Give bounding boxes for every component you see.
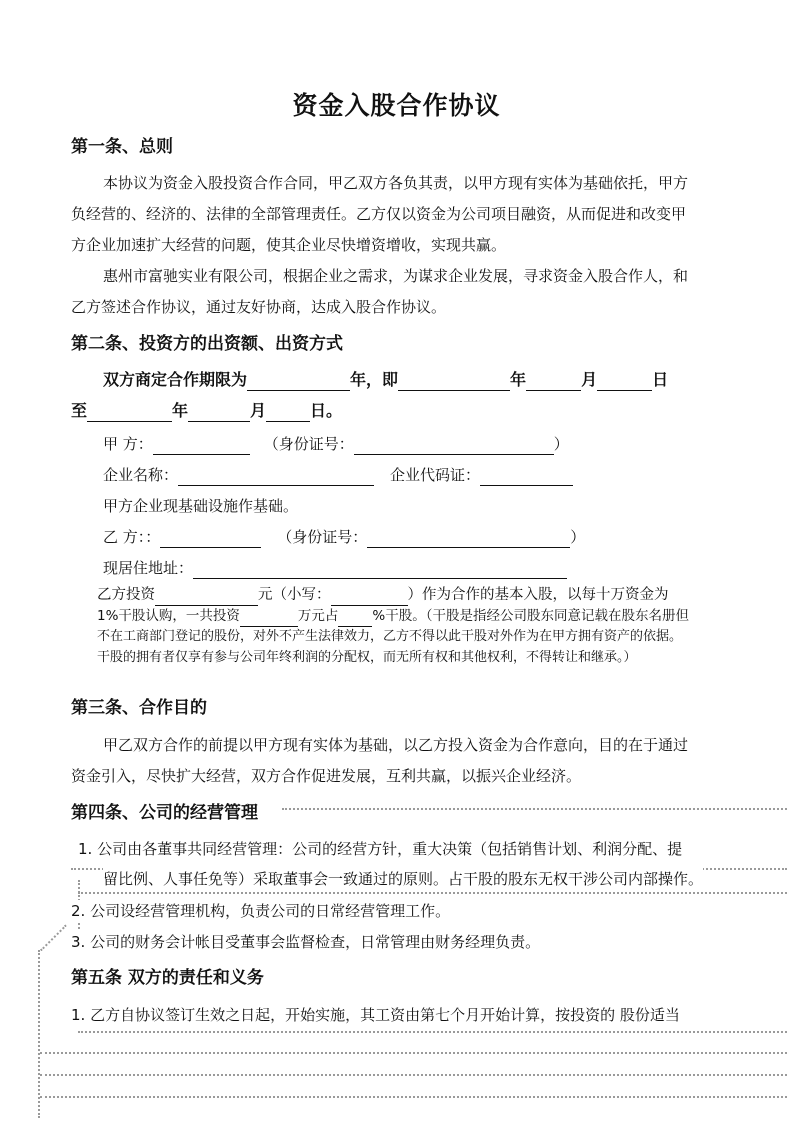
party-b-label: 乙 方：： bbox=[103, 528, 161, 546]
guide-dots bbox=[40, 1074, 787, 1076]
start-day-blank[interactable] bbox=[597, 373, 652, 391]
s4-item-line: 留比例、人事任免等）采取董事会一致通过的原则。占干股的股东无权干涉公司内部操作。 bbox=[103, 870, 704, 888]
term-line bbox=[103, 369, 668, 391]
guide-dots bbox=[40, 925, 67, 952]
s1-paragraph-line: 方企业加速扩大经营的问题，使其企业尽快增资增收，实现共赢。 bbox=[71, 236, 507, 254]
inv-label: %干股。（干股是指经公司股东同意记载在股东名册但 bbox=[372, 608, 689, 624]
company-name-blank[interactable] bbox=[178, 468, 374, 486]
party-b-name-blank[interactable] bbox=[160, 530, 261, 548]
investment-percent-blank[interactable] bbox=[338, 611, 372, 627]
investment-line bbox=[97, 605, 689, 627]
ji-label: ，即 bbox=[366, 370, 399, 389]
day-label: 日 bbox=[652, 370, 669, 389]
s3-paragraph-line: 资金引入，尽快扩大经营，双方合作促进发展，互利共赢，以振兴企业经济。 bbox=[71, 767, 582, 785]
investment-note: 不在工商部门登记的股份，对外不产生法律效力，乙方不得以此干股对外作为在甲方拥有资产的依据。 bbox=[97, 629, 683, 644]
s1-paragraph-line: 负经营的、经济的、法律的全部管理责任。乙方仅以资金为公司项目融资，从而促进和改变甲 bbox=[71, 205, 687, 223]
guide-dots bbox=[78, 1031, 787, 1033]
inv-label: ）作为合作的基本入股，以每十万资金为 bbox=[407, 587, 669, 603]
address-label: 现居住地址： bbox=[103, 559, 194, 577]
investment-line bbox=[97, 584, 669, 606]
id-close: ） bbox=[553, 435, 569, 453]
document-title: 资金入股合作协议 bbox=[292, 91, 501, 120]
start-month-blank[interactable] bbox=[526, 373, 581, 391]
guide-dots bbox=[40, 1096, 787, 1098]
investment-amount-blank[interactable] bbox=[155, 588, 258, 606]
id-close: ） bbox=[570, 528, 586, 546]
company-name-label: 企业名称： bbox=[103, 466, 179, 484]
s1-paragraph-line: 惠州市富驰实业有限公司，根据企业之需求，为谋求企业发展，寻求资金入股合作人，和 bbox=[103, 267, 689, 285]
term-end-line bbox=[71, 400, 342, 422]
year-label: 年 bbox=[350, 370, 367, 389]
party-a-name-blank[interactable] bbox=[153, 437, 250, 455]
investment-lower-blank[interactable] bbox=[331, 588, 408, 606]
end-day-blank[interactable] bbox=[266, 404, 310, 422]
guide-dots bbox=[282, 808, 787, 810]
inv-label: 元（小写： bbox=[258, 587, 331, 603]
party-b-id-blank[interactable] bbox=[367, 530, 570, 548]
investment-wan-blank[interactable] bbox=[240, 611, 298, 627]
day-end-label: 日。 bbox=[310, 401, 343, 420]
address-blank[interactable] bbox=[193, 561, 567, 579]
end-year-blank[interactable] bbox=[87, 404, 172, 422]
guide-dots bbox=[78, 892, 787, 894]
section-1-heading: 第一条、总则 bbox=[71, 137, 173, 157]
base-text: 甲方企业现基础设施作基础。 bbox=[103, 497, 299, 515]
s4-item-line: 1. 公司由各董事共同经营管理：公司的经营方针，重大决策（包括销售计划、利润分配、提 bbox=[78, 840, 683, 858]
party-b-line bbox=[103, 526, 585, 548]
s4-item-line: 3. 公司的财务会计帐目受董事会监督检查，日常管理由财务经理负责。 bbox=[71, 933, 541, 951]
investment-note: 干股的拥有者仅享有参与公司年终利润的分配权，而无所有权和其他权利，不得转让和继承。） bbox=[97, 650, 637, 665]
s5-item-line: 1. 乙方自协议签订生效之日起，开始实施，其工资由第七个月开始计算，按投资的 股份适当 bbox=[71, 1006, 680, 1024]
s1-paragraph-line: 本协议为资金入股投资合作合同，甲乙双方各负其责，以甲方现有实体为基础依托，甲方 bbox=[103, 174, 689, 192]
guide-dots bbox=[40, 1052, 787, 1054]
s4-item-line: 2. 公司设经营管理机构，负责公司的日常经营管理工作。 bbox=[71, 902, 451, 920]
inv-label: 万元占 bbox=[297, 608, 339, 624]
party-a-id-blank[interactable] bbox=[354, 437, 554, 455]
company-code-blank[interactable] bbox=[480, 468, 573, 486]
inv-label: 乙方投资 bbox=[97, 587, 155, 603]
company-line bbox=[103, 464, 573, 486]
year-label: 年 bbox=[172, 401, 189, 420]
s1-paragraph-line: 乙方签述合作协议，通过友好协商，达成入股合作协议。 bbox=[71, 298, 447, 316]
month-label: 月 bbox=[250, 401, 267, 420]
section-2-heading: 第二条、投资方的出资额、出资方式 bbox=[71, 334, 343, 354]
start-year-blank[interactable] bbox=[398, 373, 510, 391]
term-years-blank[interactable] bbox=[247, 373, 350, 391]
section-3-heading: 第三条、合作目的 bbox=[71, 698, 207, 718]
month-label: 月 bbox=[581, 370, 598, 389]
guide-dots bbox=[38, 950, 40, 1118]
company-code-label: 企业代码证： bbox=[390, 466, 481, 484]
id-label: （身份证号： bbox=[277, 528, 368, 546]
section-4-heading: 第四条、公司的经营管理 bbox=[71, 802, 264, 824]
party-a-line bbox=[103, 433, 569, 455]
end-month-blank[interactable] bbox=[188, 404, 250, 422]
address-line bbox=[103, 557, 567, 579]
s3-paragraph-line: 甲乙双方合作的前提以甲方现有实体为基础，以乙方投入资金为合作意向，目的在于通过 bbox=[103, 736, 689, 754]
party-a-label: 甲 方： bbox=[103, 435, 153, 453]
id-label: （身份证号： bbox=[263, 435, 354, 453]
to-label: 至 bbox=[71, 401, 88, 420]
inv-label: 1%干股认购，一共投资 bbox=[97, 608, 240, 624]
term-prefix: 双方商定合作期限为 bbox=[103, 370, 248, 389]
section-5-heading: 第五条 双方的责任和义务 bbox=[71, 967, 270, 989]
year-label: 年 bbox=[510, 370, 527, 389]
